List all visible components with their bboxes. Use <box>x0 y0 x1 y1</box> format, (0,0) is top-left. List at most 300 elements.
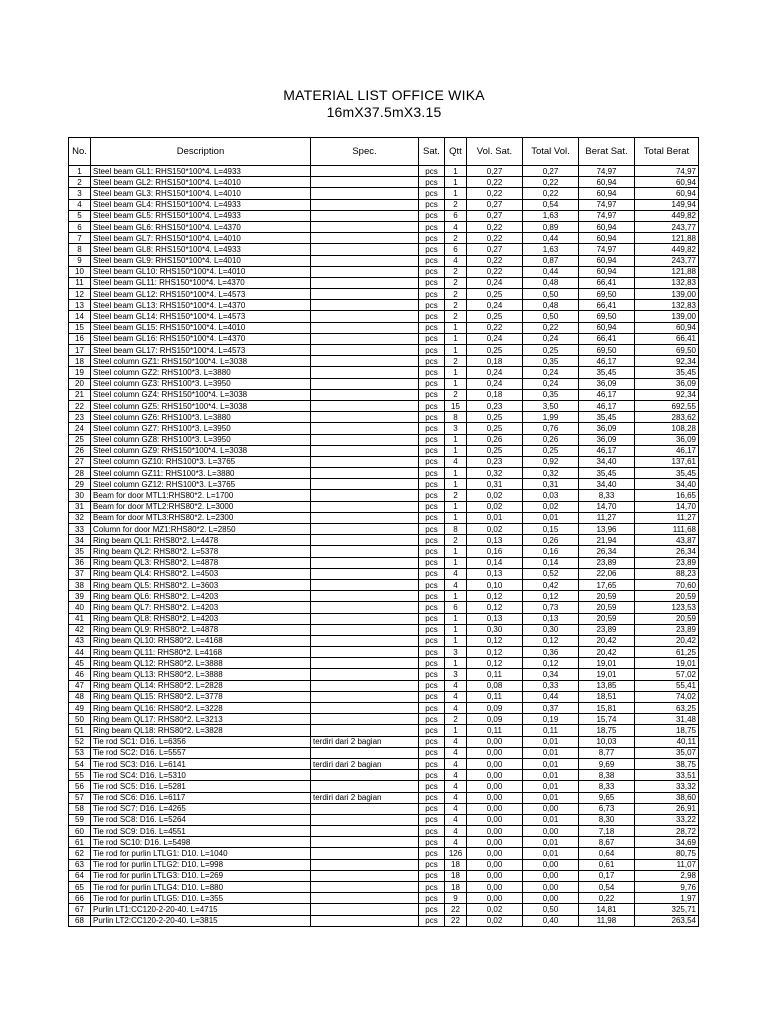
cell-spec <box>311 579 419 590</box>
cell-berat-sat: 60,94 <box>579 188 635 199</box>
cell-qtt: 1 <box>445 188 467 199</box>
cell-spec <box>311 266 419 277</box>
cell-berat-sat: 18,75 <box>579 725 635 736</box>
cell-description: Steel beam GL16: RHS150*100*4. L=4370 <box>91 333 311 344</box>
cell-qtt: 2 <box>445 356 467 367</box>
cell-total-berat: 38,60 <box>635 792 699 803</box>
cell-sat: pcs <box>419 311 445 322</box>
cell-no: 36 <box>69 557 91 568</box>
cell-berat-sat: 36,09 <box>579 378 635 389</box>
cell-berat-sat: 11,27 <box>579 512 635 523</box>
cell-no: 50 <box>69 714 91 725</box>
cell-total-vol: 0,35 <box>523 389 579 400</box>
cell-total-vol: 0,44 <box>523 691 579 702</box>
cell-berat-sat: 35,45 <box>579 367 635 378</box>
cell-total-berat: 16,65 <box>635 490 699 501</box>
cell-berat-sat: 8,77 <box>579 747 635 758</box>
cell-qtt: 1 <box>445 591 467 602</box>
cell-total-berat: 23,89 <box>635 624 699 635</box>
cell-vol-sat: 0,18 <box>467 389 523 400</box>
cell-no: 13 <box>69 300 91 311</box>
cell-total-berat: 46,17 <box>635 445 699 456</box>
cell-vol-sat: 0,27 <box>467 244 523 255</box>
cell-spec <box>311 199 419 210</box>
cell-sat: pcs <box>419 714 445 725</box>
cell-berat-sat: 19,01 <box>579 669 635 680</box>
cell-no: 2 <box>69 177 91 188</box>
cell-sat: pcs <box>419 557 445 568</box>
cell-spec <box>311 591 419 602</box>
cell-berat-sat: 8,38 <box>579 770 635 781</box>
cell-total-vol: 0,24 <box>523 378 579 389</box>
cell-no: 1 <box>69 166 91 177</box>
cell-spec: terdiri dari 2 bagian <box>311 792 419 803</box>
cell-total-berat: 92,34 <box>635 389 699 400</box>
cell-total-berat: 121,88 <box>635 233 699 244</box>
cell-berat-sat: 69,50 <box>579 345 635 356</box>
table-row <box>69 770 699 781</box>
cell-qtt: 18 <box>445 882 467 893</box>
cell-qtt: 4 <box>445 255 467 266</box>
cell-spec <box>311 479 419 490</box>
cell-no: 48 <box>69 691 91 702</box>
cell-qtt: 1 <box>445 445 467 456</box>
cell-no: 21 <box>69 389 91 400</box>
cell-sat: pcs <box>419 221 445 232</box>
cell-sat: pcs <box>419 456 445 467</box>
cell-qtt: 4 <box>445 792 467 803</box>
cell-spec <box>311 691 419 702</box>
cell-berat-sat: 8,33 <box>579 781 635 792</box>
cell-vol-sat: 0,22 <box>467 233 523 244</box>
cell-qtt: 2 <box>445 199 467 210</box>
cell-vol-sat: 0,22 <box>467 266 523 277</box>
cell-total-vol: 0,16 <box>523 546 579 557</box>
cell-sat: pcs <box>419 792 445 803</box>
cell-total-berat: 43,87 <box>635 535 699 546</box>
cell-no: 30 <box>69 490 91 501</box>
cell-description: Tie rod SC1: D16. L=6356 <box>91 736 311 747</box>
cell-total-berat: 11,07 <box>635 859 699 870</box>
cell-sat: pcs <box>419 400 445 411</box>
cell-no: 62 <box>69 848 91 859</box>
cell-vol-sat: 0,32 <box>467 468 523 479</box>
cell-total-vol: 0,48 <box>523 277 579 288</box>
table-row <box>69 613 699 624</box>
cell-qtt: 1 <box>445 177 467 188</box>
cell-sat: pcs <box>419 345 445 356</box>
cell-vol-sat: 0,00 <box>467 736 523 747</box>
cell-sat: pcs <box>419 210 445 221</box>
cell-sat: pcs <box>419 199 445 210</box>
cell-berat-sat: 10,03 <box>579 736 635 747</box>
cell-vol-sat: 0,22 <box>467 221 523 232</box>
cell-vol-sat: 0,10 <box>467 579 523 590</box>
cell-no: 4 <box>69 199 91 210</box>
cell-spec <box>311 647 419 658</box>
cell-description: Purlin LT2:CC120-2-20-40. L=3815 <box>91 915 311 926</box>
table-row <box>69 412 699 423</box>
cell-berat-sat: 74,97 <box>579 199 635 210</box>
cell-qtt: 1 <box>445 546 467 557</box>
cell-vol-sat: 0,22 <box>467 322 523 333</box>
cell-vol-sat: 0,02 <box>467 904 523 915</box>
cell-no: 26 <box>69 445 91 456</box>
cell-vol-sat: 0,23 <box>467 400 523 411</box>
cell-description: Steel column GZ3: RHS100*3. L=3950 <box>91 378 311 389</box>
cell-spec <box>311 400 419 411</box>
cell-description: Ring beam QL5: RHS80*2. L=3603 <box>91 579 311 590</box>
cell-description: Tie rod SC6: D16. L=6117 <box>91 792 311 803</box>
cell-vol-sat: 0,00 <box>467 826 523 837</box>
cell-vol-sat: 0,12 <box>467 658 523 669</box>
cell-berat-sat: 9,65 <box>579 792 635 803</box>
cell-no: 45 <box>69 658 91 669</box>
cell-sat: pcs <box>419 277 445 288</box>
cell-total-vol: 1,63 <box>523 244 579 255</box>
table-row <box>69 221 699 232</box>
cell-spec: terdiri dari 2 bagian <box>311 736 419 747</box>
cell-no: 24 <box>69 423 91 434</box>
table-row <box>69 669 699 680</box>
cell-sat: pcs <box>419 635 445 646</box>
cell-sat: pcs <box>419 367 445 378</box>
cell-berat-sat: 18,51 <box>579 691 635 702</box>
table-row <box>69 266 699 277</box>
table-row <box>69 188 699 199</box>
cell-total-berat: 123,53 <box>635 602 699 613</box>
cell-vol-sat: 0,02 <box>467 490 523 501</box>
cell-total-vol: 0,27 <box>523 166 579 177</box>
cell-berat-sat: 69,50 <box>579 311 635 322</box>
cell-no: 65 <box>69 882 91 893</box>
cell-qtt: 9 <box>445 893 467 904</box>
table-row <box>69 624 699 635</box>
cell-total-vol: 0,12 <box>523 635 579 646</box>
cell-sat: pcs <box>419 725 445 736</box>
cell-total-berat: 137,61 <box>635 456 699 467</box>
cell-berat-sat: 20,59 <box>579 613 635 624</box>
cell-qtt: 2 <box>445 277 467 288</box>
cell-total-berat: 20,42 <box>635 635 699 646</box>
cell-vol-sat: 0,25 <box>467 445 523 456</box>
cell-qtt: 4 <box>445 568 467 579</box>
cell-total-berat: 108,28 <box>635 423 699 434</box>
cell-sat: pcs <box>419 266 445 277</box>
cell-total-vol: 0,36 <box>523 647 579 658</box>
cell-total-berat: 111,68 <box>635 524 699 535</box>
cell-description: Ring beam QL15: RHS80*2. L=3778 <box>91 691 311 702</box>
cell-total-vol: 0,01 <box>523 848 579 859</box>
cell-total-vol: 0,48 <box>523 300 579 311</box>
cell-total-vol: 1,99 <box>523 412 579 423</box>
cell-total-berat: 60,94 <box>635 322 699 333</box>
cell-description: Ring beam QL12: RHS80*2. L=3888 <box>91 658 311 669</box>
cell-sat: pcs <box>419 468 445 479</box>
cell-total-berat: 35,45 <box>635 468 699 479</box>
cell-qtt: 1 <box>445 434 467 445</box>
cell-qtt: 1 <box>445 367 467 378</box>
cell-spec <box>311 781 419 792</box>
cell-sat: pcs <box>419 803 445 814</box>
cell-sat: pcs <box>419 378 445 389</box>
cell-vol-sat: 0,00 <box>467 747 523 758</box>
cell-no: 12 <box>69 289 91 300</box>
cell-vol-sat: 0,22 <box>467 255 523 266</box>
cell-sat: pcs <box>419 423 445 434</box>
cell-spec <box>311 311 419 322</box>
cell-description: Steel column GZ11: RHS100*3. L=3880 <box>91 468 311 479</box>
table-row <box>69 792 699 803</box>
cell-spec <box>311 546 419 557</box>
cell-vol-sat: 0,26 <box>467 434 523 445</box>
cell-no: 34 <box>69 535 91 546</box>
table-row <box>69 524 699 535</box>
cell-description: Tie rod SC2: D16. L=5557 <box>91 747 311 758</box>
cell-spec <box>311 221 419 232</box>
cell-total-berat: 26,91 <box>635 803 699 814</box>
cell-qtt: 1 <box>445 635 467 646</box>
cell-description: Steel beam GL1: RHS150*100*4. L=4933 <box>91 166 311 177</box>
cell-no: 29 <box>69 479 91 490</box>
cell-berat-sat: 0,22 <box>579 893 635 904</box>
cell-sat: pcs <box>419 613 445 624</box>
header-total-berat: Total Berat <box>635 138 699 166</box>
cell-description: Beam for door MTL2:RHS80*2. L=3000 <box>91 501 311 512</box>
cell-total-vol: 0,31 <box>523 479 579 490</box>
cell-no: 20 <box>69 378 91 389</box>
cell-description: Steel beam GL17: RHS150*100*4. L=4573 <box>91 345 311 356</box>
cell-no: 49 <box>69 703 91 714</box>
cell-vol-sat: 0,30 <box>467 624 523 635</box>
cell-vol-sat: 0,13 <box>467 568 523 579</box>
cell-vol-sat: 0,27 <box>467 210 523 221</box>
cell-sat: pcs <box>419 837 445 848</box>
cell-no: 22 <box>69 400 91 411</box>
cell-berat-sat: 35,45 <box>579 412 635 423</box>
table-row <box>69 803 699 814</box>
cell-total-vol: 0,76 <box>523 423 579 434</box>
cell-no: 61 <box>69 837 91 848</box>
table-row <box>69 814 699 825</box>
cell-description: Tie rod SC10: D16. L=5498 <box>91 837 311 848</box>
cell-qtt: 1 <box>445 658 467 669</box>
table-row <box>69 579 699 590</box>
cell-vol-sat: 0,24 <box>467 367 523 378</box>
cell-no: 44 <box>69 647 91 658</box>
cell-vol-sat: 0,16 <box>467 546 523 557</box>
cell-description: Ring beam QL7: RHS80*2. L=4203 <box>91 602 311 613</box>
cell-sat: pcs <box>419 703 445 714</box>
cell-qtt: 2 <box>445 233 467 244</box>
cell-no: 58 <box>69 803 91 814</box>
cell-vol-sat: 0,00 <box>467 859 523 870</box>
cell-vol-sat: 0,27 <box>467 199 523 210</box>
cell-description: Ring beam QL6: RHS80*2. L=4203 <box>91 591 311 602</box>
cell-total-berat: 35,45 <box>635 367 699 378</box>
cell-sat: pcs <box>419 647 445 658</box>
cell-total-berat: 18,75 <box>635 725 699 736</box>
cell-description: Tie rod for purlin LTLG4: D10. L=880 <box>91 882 311 893</box>
cell-berat-sat: 17,65 <box>579 579 635 590</box>
cell-berat-sat: 21,94 <box>579 535 635 546</box>
cell-total-vol: 0,12 <box>523 591 579 602</box>
cell-spec <box>311 277 419 288</box>
cell-description: Steel beam GL9: RHS150*100*4. L=4010 <box>91 255 311 266</box>
cell-no: 53 <box>69 747 91 758</box>
cell-qtt: 2 <box>445 714 467 725</box>
cell-sat: pcs <box>419 736 445 747</box>
cell-berat-sat: 66,41 <box>579 277 635 288</box>
cell-vol-sat: 0,01 <box>467 512 523 523</box>
cell-description: Tie rod for purlin LTLG3: D10. L=269 <box>91 870 311 881</box>
cell-spec <box>311 345 419 356</box>
cell-total-berat: 263,54 <box>635 915 699 926</box>
cell-vol-sat: 0,00 <box>467 803 523 814</box>
table-row <box>69 490 699 501</box>
cell-description: Steel beam GL7: RHS150*100*4. L=4010 <box>91 233 311 244</box>
cell-vol-sat: 0,24 <box>467 378 523 389</box>
cell-total-vol: 0,24 <box>523 367 579 378</box>
cell-vol-sat: 0,22 <box>467 188 523 199</box>
cell-qtt: 18 <box>445 870 467 881</box>
cell-total-vol: 0,01 <box>523 770 579 781</box>
cell-vol-sat: 0,25 <box>467 345 523 356</box>
cell-total-berat: 63,25 <box>635 703 699 714</box>
table-row <box>69 859 699 870</box>
table-row <box>69 714 699 725</box>
cell-spec <box>311 602 419 613</box>
cell-total-berat: 34,40 <box>635 479 699 490</box>
table-row <box>69 300 699 311</box>
cell-qtt: 1 <box>445 725 467 736</box>
table-row <box>69 870 699 881</box>
cell-vol-sat: 0,25 <box>467 289 523 300</box>
cell-total-berat: 19,01 <box>635 658 699 669</box>
cell-sat: pcs <box>419 166 445 177</box>
cell-spec <box>311 300 419 311</box>
cell-qtt: 1 <box>445 333 467 344</box>
cell-qtt: 6 <box>445 602 467 613</box>
cell-qtt: 4 <box>445 221 467 232</box>
cell-sat: pcs <box>419 658 445 669</box>
cell-vol-sat: 0,24 <box>467 277 523 288</box>
header-qtt: Qtt <box>445 138 467 166</box>
cell-total-vol: 0,87 <box>523 255 579 266</box>
cell-total-berat: 325,71 <box>635 904 699 915</box>
cell-berat-sat: 20,42 <box>579 635 635 646</box>
cell-total-vol: 0,00 <box>523 803 579 814</box>
header-spec: Spec. <box>311 138 419 166</box>
cell-no: 25 <box>69 434 91 445</box>
cell-qtt: 3 <box>445 647 467 658</box>
cell-total-vol: 0,44 <box>523 233 579 244</box>
cell-spec <box>311 770 419 781</box>
table-row <box>69 915 699 926</box>
cell-sat: pcs <box>419 624 445 635</box>
cell-total-vol: 0,42 <box>523 579 579 590</box>
cell-sat: pcs <box>419 579 445 590</box>
cell-vol-sat: 0,00 <box>467 882 523 893</box>
cell-no: 31 <box>69 501 91 512</box>
cell-sat: pcs <box>419 781 445 792</box>
cell-total-berat: 40,11 <box>635 736 699 747</box>
cell-berat-sat: 20,59 <box>579 591 635 602</box>
cell-total-berat: 74,97 <box>635 166 699 177</box>
cell-qtt: 2 <box>445 389 467 400</box>
cell-qtt: 4 <box>445 814 467 825</box>
cell-vol-sat: 0,02 <box>467 524 523 535</box>
cell-total-vol: 0,33 <box>523 680 579 691</box>
cell-sat: pcs <box>419 591 445 602</box>
cell-berat-sat: 23,89 <box>579 557 635 568</box>
cell-berat-sat: 74,97 <box>579 244 635 255</box>
cell-no: 66 <box>69 893 91 904</box>
cell-no: 63 <box>69 859 91 870</box>
cell-description: Steel column GZ5: RHS150*100*4. L=3038 <box>91 400 311 411</box>
cell-sat: pcs <box>419 814 445 825</box>
cell-total-vol: 0,25 <box>523 345 579 356</box>
cell-total-vol: 0,00 <box>523 859 579 870</box>
cell-total-vol: 0,30 <box>523 624 579 635</box>
cell-no: 28 <box>69 468 91 479</box>
cell-description: Tie rod SC7: D16. L=4265 <box>91 803 311 814</box>
cell-spec <box>311 557 419 568</box>
cell-spec <box>311 367 419 378</box>
cell-description: Steel beam GL6: RHS150*100*4. L=4370 <box>91 221 311 232</box>
table-row <box>69 904 699 915</box>
cell-vol-sat: 0,00 <box>467 758 523 769</box>
cell-qtt: 2 <box>445 490 467 501</box>
cell-no: 55 <box>69 770 91 781</box>
cell-total-vol: 0,35 <box>523 356 579 367</box>
table-row <box>69 837 699 848</box>
cell-no: 54 <box>69 758 91 769</box>
cell-berat-sat: 36,09 <box>579 434 635 445</box>
cell-total-vol: 0,44 <box>523 266 579 277</box>
cell-total-berat: 69,50 <box>635 345 699 356</box>
cell-qtt: 2 <box>445 266 467 277</box>
cell-sat: pcs <box>419 177 445 188</box>
cell-total-vol: 0,14 <box>523 557 579 568</box>
cell-qtt: 2 <box>445 311 467 322</box>
cell-description: Ring beam QL2: RHS80*2. L=5378 <box>91 546 311 557</box>
cell-sat: pcs <box>419 188 445 199</box>
cell-spec <box>311 210 419 221</box>
cell-total-vol: 3,50 <box>523 400 579 411</box>
cell-total-vol: 0,25 <box>523 445 579 456</box>
cell-sat: pcs <box>419 904 445 915</box>
cell-total-berat: 61,25 <box>635 647 699 658</box>
cell-no: 10 <box>69 266 91 277</box>
cell-berat-sat: 26,34 <box>579 546 635 557</box>
cell-description: Steel beam GL2: RHS150*100*4. L=4010 <box>91 177 311 188</box>
cell-description: Purlin LT1:CC120-2-20-40. L=4715 <box>91 904 311 915</box>
cell-spec <box>311 166 419 177</box>
cell-total-vol: 0,89 <box>523 221 579 232</box>
cell-spec <box>311 613 419 624</box>
cell-no: 17 <box>69 345 91 356</box>
table-row <box>69 177 699 188</box>
cell-total-berat: 692,55 <box>635 400 699 411</box>
cell-no: 35 <box>69 546 91 557</box>
cell-no: 56 <box>69 781 91 792</box>
table-row <box>69 389 699 400</box>
cell-vol-sat: 0,31 <box>467 479 523 490</box>
cell-total-berat: 74,02 <box>635 691 699 702</box>
cell-sat: pcs <box>419 882 445 893</box>
cell-berat-sat: 15,74 <box>579 714 635 725</box>
